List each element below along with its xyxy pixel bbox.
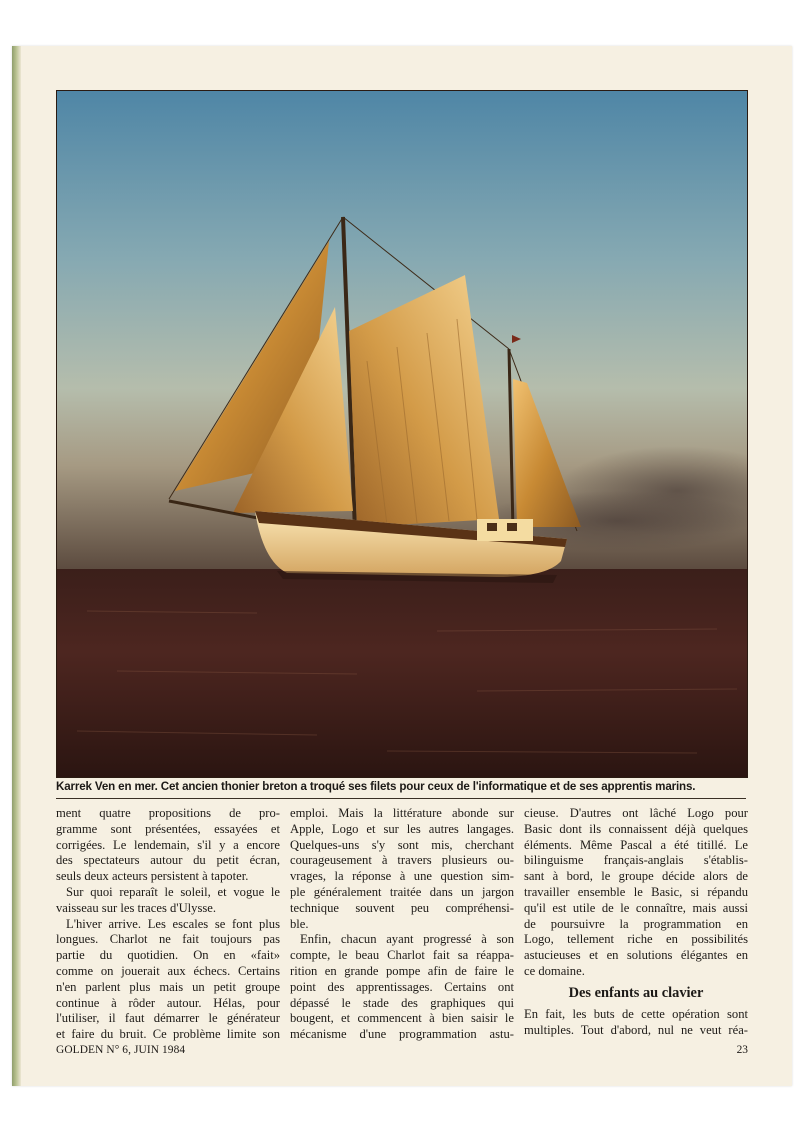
footer-publication: GOLDEN N° 6, JUIN 1984 xyxy=(56,1044,186,1056)
text-line: vaisseau sur les traces d'Ulysse. xyxy=(56,900,216,915)
text-line: technique souvent peu compréhensi- xyxy=(290,900,514,915)
text-line: point des apprentissages. Certains ont xyxy=(290,979,514,994)
text-line: emploi. Mais la littérature abonde sur xyxy=(290,806,514,820)
sailboat-photo xyxy=(56,90,748,778)
text-line: Sur quoi reparaît le soleil, et vogue le xyxy=(66,884,280,899)
text-line: En fait, les buts de cette opération sont xyxy=(524,1006,748,1021)
text-line: Enfin, chacun ayant progressé à son xyxy=(300,932,514,947)
text-line: continue à rôder autour. Hélas, pour xyxy=(56,995,280,1010)
text-line: gramme sont présentées, essayées et xyxy=(56,821,280,836)
text-line: Basic dont ils connaissent déjà quelques xyxy=(524,821,748,836)
text-line: ple généralement traitée dans un jargon xyxy=(290,884,514,899)
text-line: dépassé le stade des graphiques qui xyxy=(290,995,514,1010)
page-number: 23 xyxy=(736,1044,748,1056)
text-line: bougent, et commencent à bien saisir le xyxy=(290,1011,514,1026)
text-line: seuls deux acteurs persistent à tapoter. xyxy=(56,869,249,884)
text-column-3 xyxy=(524,806,748,1038)
text-line: mécanisme d'une programmation astu- xyxy=(290,1027,514,1042)
text-column-1 xyxy=(56,806,280,1043)
text-line: longues. Charlot ne fait toujours pas xyxy=(56,932,280,947)
text-line: comme on jouerait aux échecs. Certains xyxy=(56,963,280,978)
text-line: L'hiver arrive. Les escales se font plus xyxy=(66,916,280,931)
text-line: de poursuivre la programmation en xyxy=(524,916,748,931)
text-line: des spectateurs autour du petit écran, xyxy=(56,853,280,868)
text-line: partie du quotidien. On en «fait» xyxy=(56,948,280,963)
text-line: vrages, la réponse à une question sim- xyxy=(290,869,514,884)
sailboat-illustration xyxy=(57,91,747,777)
caption-rule xyxy=(56,798,746,799)
text-line: et faire du bruit. Ce problème limite son xyxy=(56,1027,280,1042)
text-line: Apple, Logo et sur les autres langages. xyxy=(290,821,514,836)
text-column-2 xyxy=(290,806,514,1043)
page-binding-edge xyxy=(12,46,21,1086)
text-line: bilinguisme français-anglais s'établis- xyxy=(524,853,748,868)
text-line: travailler ensemble le Basic, si répandu xyxy=(524,884,748,899)
text-line: ble. xyxy=(290,916,309,931)
magazine-page xyxy=(12,46,792,1086)
text-line: cieuse. D'autres ont lâché Logo pour xyxy=(524,806,748,820)
text-line: courageusement à travers plusieurs ou- xyxy=(290,853,514,868)
text-line: qu'il est utile de le connaître, mais aussi xyxy=(524,900,748,915)
text-line: l'utiliser, il faut démarrer le générateur xyxy=(56,1011,280,1026)
text-line: corrigées. Le lendemain, s'il y a encore xyxy=(56,837,280,852)
text-line: ment quatre propositions de pro- xyxy=(56,806,280,820)
photo-caption: Karrek Ven en mer. Cet ancien thonier breton a troqué ses filets pour ceux de l'informatique et de ses apprentis marins. xyxy=(56,780,696,793)
text-line: multiples. Tout d'abord, nul ne veut réa- xyxy=(524,1022,748,1037)
section-heading: Des enfants au clavier xyxy=(568,984,704,1001)
text-line: ce domaine. xyxy=(524,963,585,978)
text-line: Quelques-uns s'y sont mis, cherchant xyxy=(290,837,514,852)
text-line: astucieuses et en solutions élégantes en xyxy=(524,948,748,963)
text-line: n'en parlent plus mais un petit groupe xyxy=(56,979,280,994)
text-line: rition en grande pompe afin de faire le xyxy=(290,963,514,978)
text-line: sant à bord, le groupe décide alors de xyxy=(524,869,748,884)
text-line: éléments. Même Pascal a été titillé. Le xyxy=(524,837,748,852)
text-line: Logo, tellement riche en possibilités xyxy=(524,932,748,947)
text-line: compte, le beau Charlot fait sa réappa- xyxy=(290,948,514,963)
